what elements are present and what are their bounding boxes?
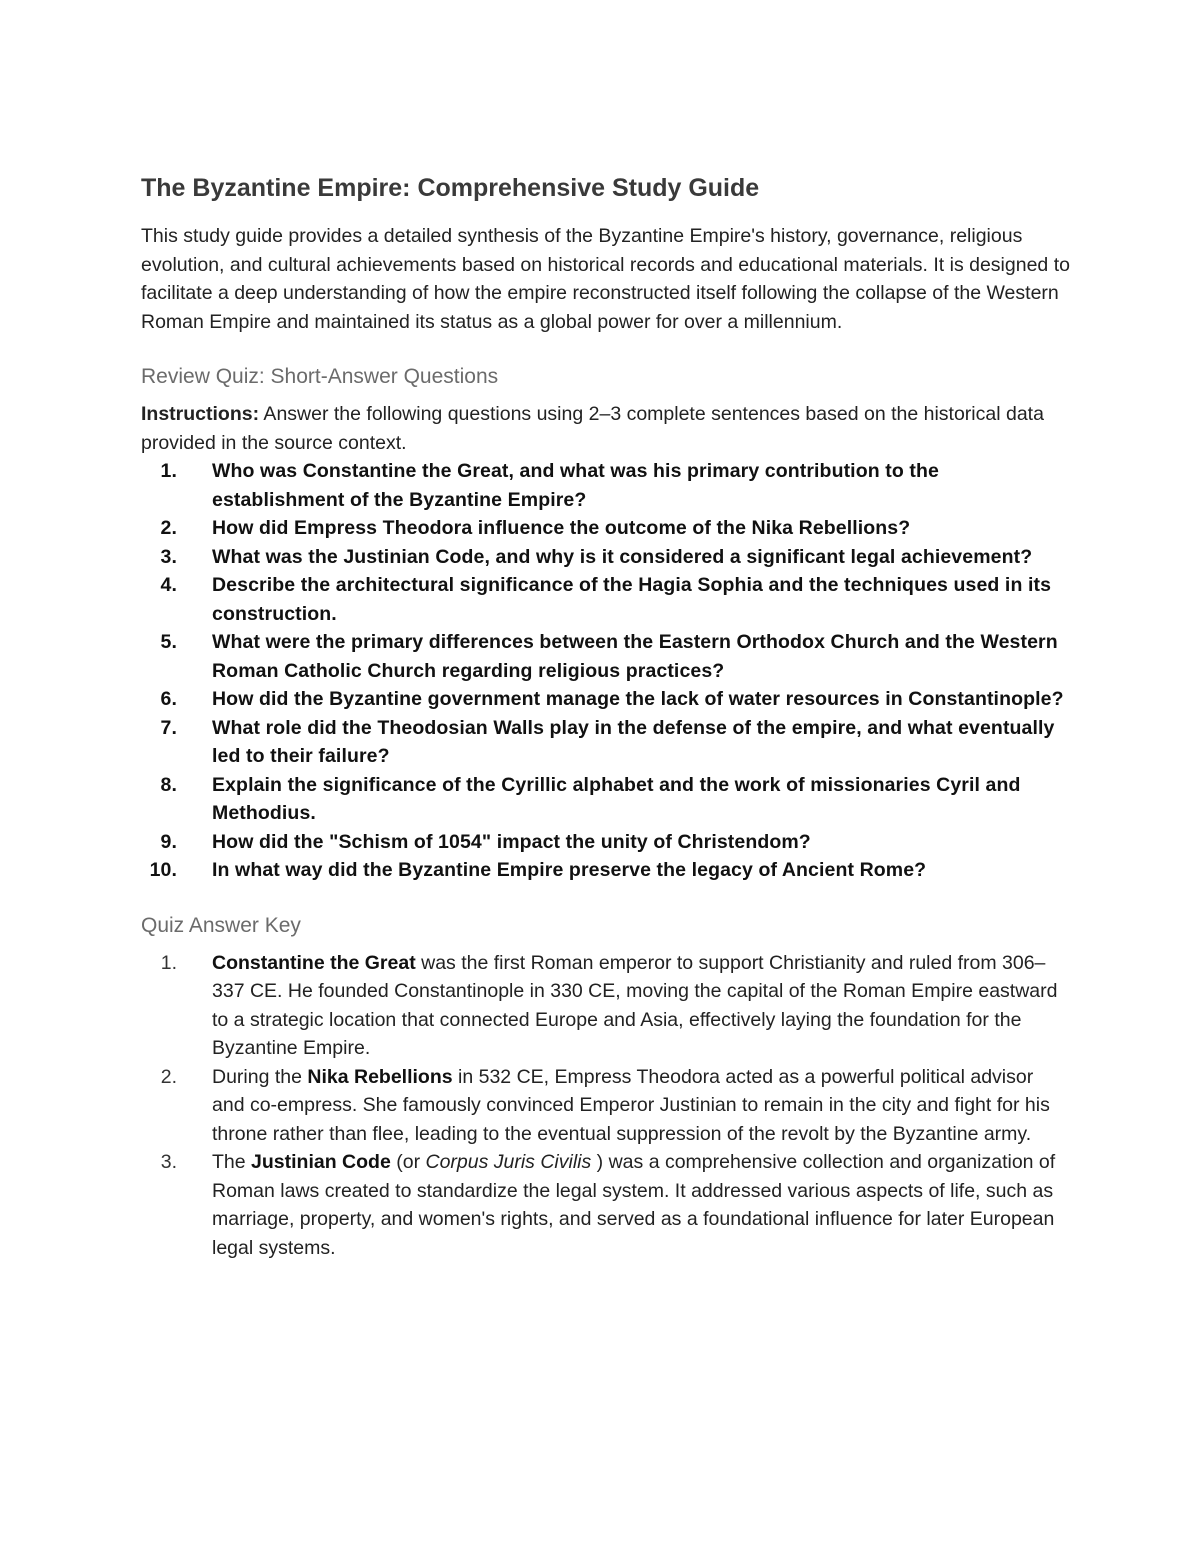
instructions-paragraph bbox=[141, 400, 1071, 457]
question-item bbox=[141, 514, 1071, 543]
question-number: 2. bbox=[160, 517, 177, 539]
answer-list bbox=[141, 949, 1071, 1263]
question-item bbox=[141, 457, 1071, 514]
question-number: 7. bbox=[160, 716, 177, 739]
question-number: 4. bbox=[160, 574, 177, 596]
question-item bbox=[141, 543, 1071, 572]
answer-body-text: (or bbox=[390, 1151, 426, 1173]
answer-number: 2. bbox=[160, 1065, 177, 1088]
answer-key-term: Justinian Code bbox=[251, 1151, 391, 1173]
question-text: How did the "Schism of 1054" impact the unity of Christendom? bbox=[212, 830, 811, 853]
intro-paragraph: This study guide provides a detailed synthesis of the Byzantine Empire's history, governance, religious evolution, and cultural achievements based on historical records and educational materials. It is designed to facilitate a deep understanding of how the empire reconstructed itself following the collapse of the Western Roman Empire and maintained its status as a global power for over a millennium. bbox=[141, 225, 1070, 333]
question-item bbox=[141, 571, 1071, 628]
question-item bbox=[141, 856, 1071, 885]
question-number: 8. bbox=[160, 773, 177, 796]
review-quiz-heading: Review Quiz: Short-Answer Questions bbox=[141, 365, 499, 388]
question-text: What was the Justinian Code, and why is it considered a significant legal achievement? bbox=[212, 545, 1033, 568]
answer-item bbox=[141, 1148, 1071, 1262]
question-number: 6. bbox=[160, 688, 177, 710]
question-number: 5. bbox=[160, 631, 177, 653]
question-item bbox=[141, 685, 1071, 714]
question-text: Explain the significance of the Cyrillic alphabet and the work of missionaries Cyril and Methodius. bbox=[212, 773, 1021, 824]
answer-body-text: was the first Roman emperor to support Christianity and ruled from 306–337 CE. He founded Constantinople in 330 CE, moving the capital of the Roman Empire eastward to a strategic location that connected Europe and Asia, effectively laying the foundation for the Byzantine Empire. bbox=[212, 951, 1058, 1059]
answer-key-term: Nika Rebellions bbox=[307, 1065, 453, 1088]
question-number: 9. bbox=[160, 830, 177, 853]
question-text: Describe the architectural significance of the Hagia Sophia and the techniques used in its construction. bbox=[212, 574, 1052, 625]
answer-number: 3. bbox=[160, 1151, 177, 1173]
question-item bbox=[141, 771, 1071, 828]
answer-number: 1. bbox=[160, 951, 177, 974]
answer-key-term: Constantine the Great bbox=[212, 951, 416, 974]
answer-item bbox=[141, 949, 1071, 1063]
question-text: What were the primary differences between the Eastern Orthodox Church and the Western Roman Catholic Church regarding religious practices? bbox=[212, 631, 1058, 682]
answer-key-heading: Quiz Answer Key bbox=[141, 913, 301, 937]
question-text: In what way did the Byzantine Empire preserve the legacy of Ancient Rome? bbox=[212, 859, 927, 881]
question-text: What role did the Theodosian Walls play in the defense of the empire, and what eventually led to their failure? bbox=[212, 716, 1055, 767]
question-item bbox=[141, 628, 1071, 685]
review-quiz-section bbox=[141, 362, 1071, 885]
answer-item bbox=[141, 1063, 1071, 1149]
instructions-label: Instructions: bbox=[141, 403, 260, 425]
question-item bbox=[141, 714, 1071, 771]
answer-body-text: in 532 CE, Empress Theodora acted as a powerful political advisor and co-empress. She famously convinced Emperor Justinian to remain in the city and fight for his throne rather than flee, leading to the eventual suppression of the revolt by the Byzantine army. bbox=[212, 1065, 1050, 1145]
answer-key-section bbox=[141, 911, 1071, 1263]
answer-italic-term: Corpus Juris Civilis bbox=[425, 1151, 592, 1173]
answer-pre-text: The bbox=[212, 1151, 252, 1173]
document-title: The Byzantine Empire: Comprehensive Study Guide bbox=[141, 174, 760, 202]
document-page bbox=[141, 170, 1071, 1262]
question-number: 3. bbox=[160, 545, 177, 568]
question-text: Who was Constantine the Great, and what was his primary contribution to the establishment of the Byzantine Empire? bbox=[212, 460, 939, 511]
instructions-text: Answer the following questions using 2–3 complete sentences based on the historical data provided in the source context. bbox=[141, 403, 1044, 454]
question-text: How did the Byzantine government manage the lack of water resources in Constantinople? bbox=[212, 688, 1064, 710]
question-text: How did Empress Theodora influence the outcome of the Nika Rebellions? bbox=[212, 517, 911, 539]
answer-post-text: ) was a comprehensive collection and organization of Roman laws created to standardize the legal system. It addressed various aspects of life, such as marriage, property, and women's rights, and served as a foundational influence for later European legal systems. bbox=[212, 1151, 1056, 1259]
question-item bbox=[141, 828, 1071, 857]
question-number: 10. bbox=[149, 859, 177, 881]
question-list bbox=[141, 457, 1071, 885]
question-number: 1. bbox=[160, 460, 177, 482]
answer-pre-text: During the bbox=[212, 1065, 308, 1088]
